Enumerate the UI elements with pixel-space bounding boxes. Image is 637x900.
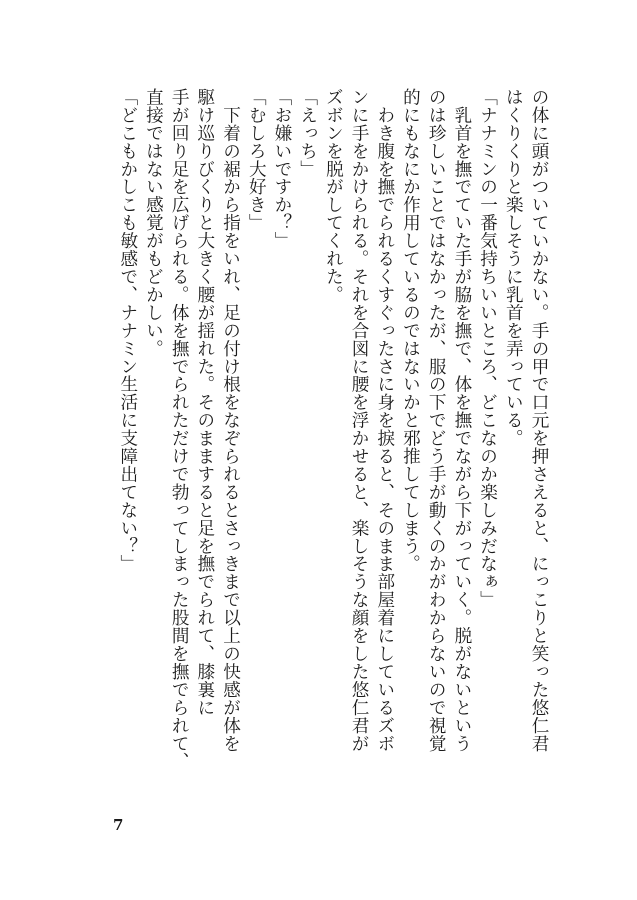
text-line: わき腹を撫でられるくすぐったさに身を捩ると、そのまま部屋着にしているズボ — [374, 88, 395, 753]
text-line: 駆け巡りびくりと大きく腰が揺れた。そのまますると足を撫でられて、膝裏に — [194, 88, 215, 717]
text-line: ンに手をかけられる。それを合図に腰を浮かせると、楽しそうな顔をした悠仁君が — [349, 88, 370, 753]
text-line: 下着の裾から指をいれ、足の付け根をなぞられるとさっきまで以上の快感が体を — [220, 88, 241, 753]
text-line: 「お嫌いですか？」 — [271, 88, 292, 250]
text-line: 乳首を撫でていた手が脇を撫で、体を撫でながら下がっていく。脱がないという — [451, 88, 472, 753]
text-line: 「むしろ大好き」 — [246, 88, 267, 232]
text-line: 直接ではない感覚がもどかしい。 — [143, 88, 164, 358]
text-line: はくりくりと楽しそうに乳首を弄っている。 — [503, 88, 524, 448]
text-line: 的にもなにか作用しているのではないかと邪推してしまう。 — [400, 88, 421, 573]
text-line: の体に頭がついていかない。手の甲で口元を押さえると、にっこりと笑った悠仁君 — [529, 88, 549, 753]
vertical-text-body — [114, 88, 551, 771]
text-line: ズボンを脱がしてくれた。 — [323, 88, 344, 304]
page-number: 7 — [113, 816, 124, 834]
text-line: 「ナナミンの一番気持ちいいところ、どこなのか楽しみだなぁ」 — [477, 88, 498, 609]
text-line: 「えっち」 — [297, 88, 318, 178]
text-line: 手が回り足を広げられる。体を撫でられただけで勃ってしまった股間を撫でられて、 — [169, 88, 190, 771]
text-line: 「どこもかしこも敏感で、ナナミン生活に支障出てない？」 — [117, 88, 138, 573]
text-line: のは珍しいことではなかったが、服の下でどう手が動くのかがわからないので視覚 — [426, 88, 447, 753]
